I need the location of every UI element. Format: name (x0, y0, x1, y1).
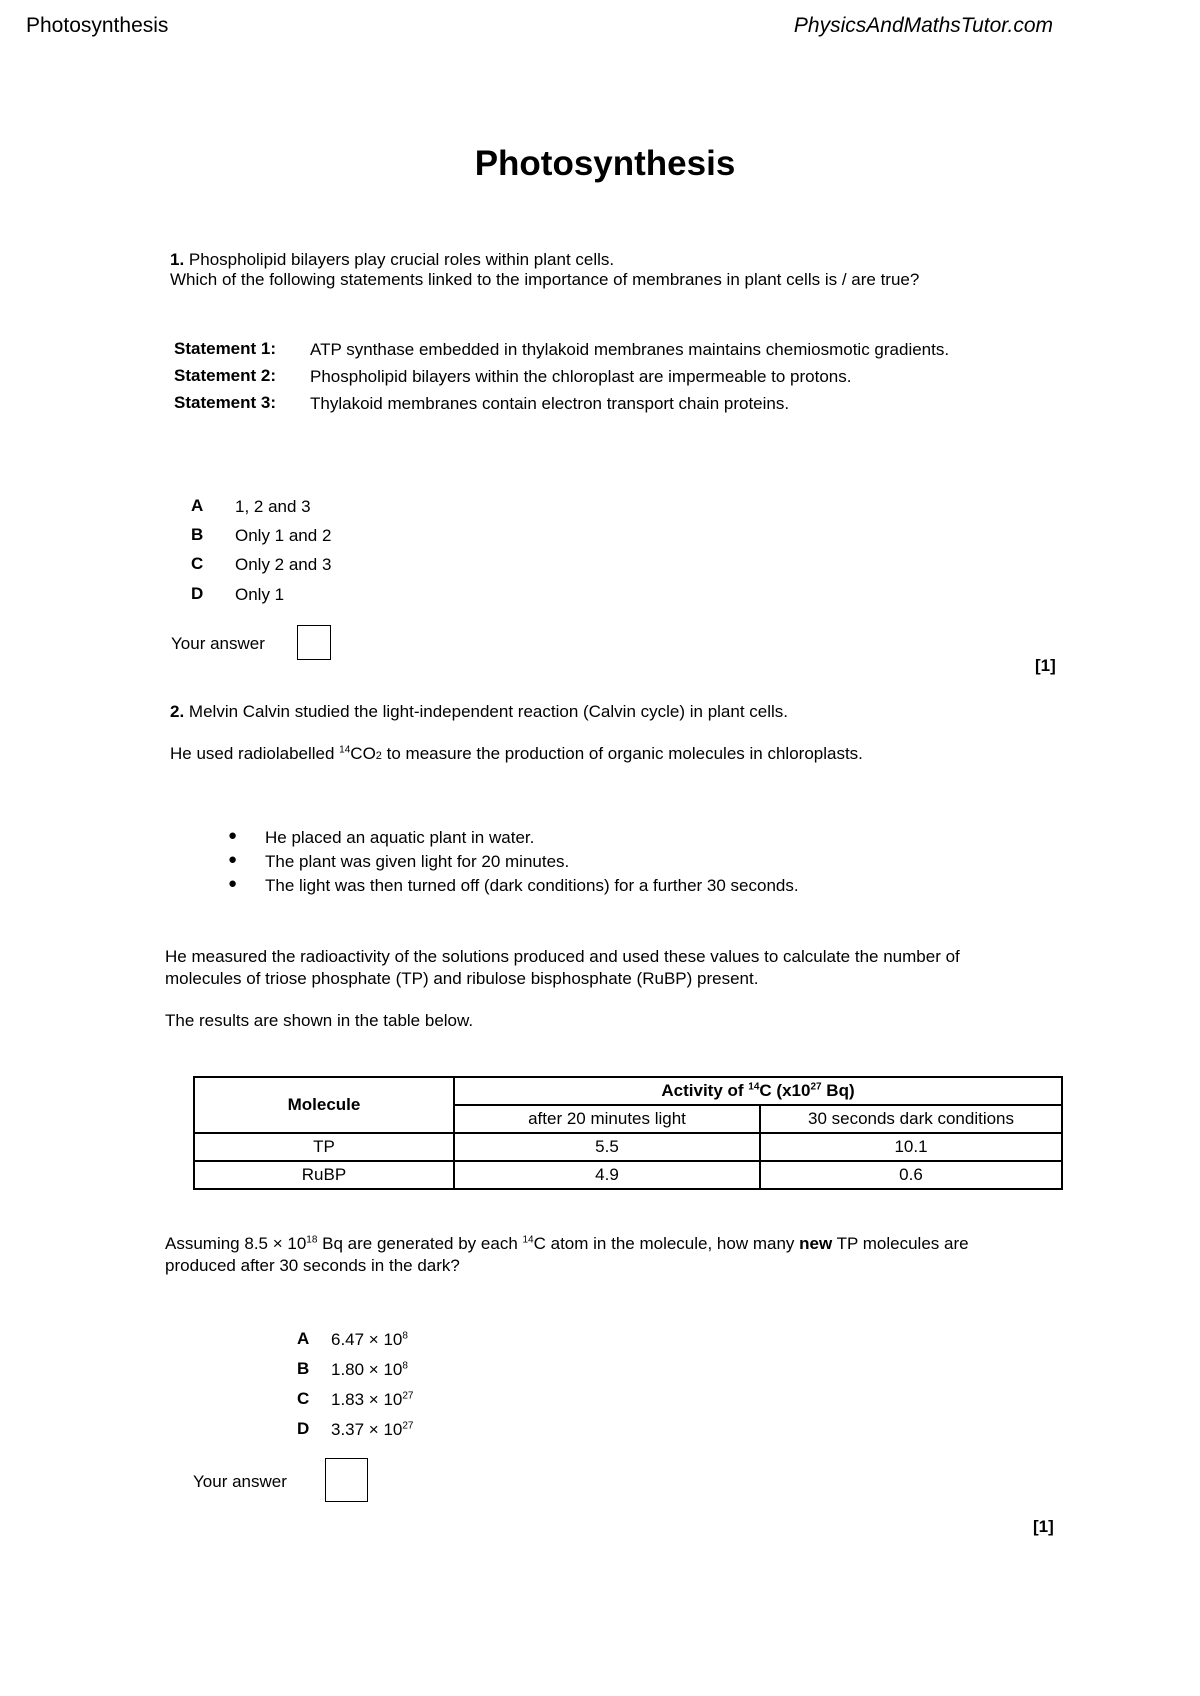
statement-3-label: Statement 3: (174, 393, 277, 412)
activity-isotope: 14 (748, 1081, 760, 1093)
assume-mid2: C atom in the molecule, how many (533, 1234, 800, 1253)
q1-option-b-letter: B (191, 525, 204, 544)
radio-subscript: 2 (375, 750, 382, 762)
cell-light: 4.9 (454, 1161, 760, 1189)
radio-co: CO (350, 744, 376, 763)
bullet-2-icon: ● (228, 851, 238, 868)
q2-assume-line1 (165, 1233, 969, 1254)
q2-option-b-text: $1.80 \times 10^8$ (331, 1360, 408, 1379)
statement-2-label: Statement 2: (174, 366, 277, 385)
q2-measure-line2: molecules of triose phosphate (TP) and ribulose bisphosphate (RuBP) present. (165, 969, 759, 988)
q1-text1: Phospholipid bilayers play crucial roles within plant cells. (188, 250, 615, 269)
table-row (194, 1161, 1062, 1189)
q2-option-c-letter: C (297, 1389, 310, 1408)
table-row (194, 1133, 1062, 1161)
q2-answer-label: Your answer (193, 1472, 287, 1491)
q2-assume-line2: produced after 30 seconds in the dark? (165, 1256, 460, 1275)
assume-exponent: 18 (306, 1234, 318, 1246)
q2-option-a-text: $6.47 \times 10^8$ (331, 1330, 408, 1349)
results-table (193, 1076, 1063, 1190)
bullet-1-text: He placed an aquatic plant in water. (265, 828, 535, 847)
cell-dark: 10.1 (760, 1133, 1062, 1161)
activity-exponent: 27 (810, 1081, 822, 1093)
q2-option-b-letter: B (297, 1359, 310, 1378)
bullet-1-icon: ● (228, 827, 238, 844)
bullet-3-icon: ● (228, 875, 238, 892)
bullet-3-text: The light was then turned off (dark conditions) for a further 30 seconds. (265, 876, 799, 895)
q2-results-line: The results are shown in the table below. (165, 1011, 474, 1030)
q2-intro-line (170, 701, 788, 722)
q1-option-c-text: Only 2 and 3 (235, 555, 332, 574)
bullet-2-text: The plant was given light for 20 minutes. (265, 852, 570, 871)
assume-mid: Bq are generated by each (317, 1234, 523, 1253)
activity-pre: Activity of (661, 1081, 749, 1100)
statement-1-text: ATP synthase embedded in thylakoid membranes maintains chemiosmotic gradients. (310, 340, 950, 359)
cell-molecule: RuBP (194, 1161, 454, 1189)
q2-option-d-text: $3.37 \times 10^{27}$ (331, 1420, 414, 1439)
q1-line1 (170, 249, 614, 270)
q1-option-b-text: Only 1 and 2 (235, 526, 332, 545)
q2-radiolabel-line (170, 743, 863, 764)
activity-mid: C (x10 (759, 1081, 811, 1100)
header-subject: Photosynthesis (26, 14, 169, 37)
q1-option-d-text: Only 1 (235, 585, 285, 604)
q1-answer-label: Your answer (171, 634, 265, 653)
q2-number: 2. (170, 702, 185, 721)
q2-intro: Melvin Calvin studied the light-independent reaction (Calvin cycle) in plant cells. (188, 702, 789, 721)
statement-2-text: Phospholipid bilayers within the chloroplast are impermeable to protons. (310, 367, 852, 386)
q1-option-c-letter: C (191, 554, 204, 573)
statement-3-text: Thylakoid membranes contain electron transport chain proteins. (310, 394, 790, 413)
header-site: PhysicsAndMathsTutor.com (793, 14, 1053, 37)
activity-post: Bq) (821, 1081, 855, 1100)
q2-option-c-text: $1.83 \times 10^{27}$ (331, 1390, 414, 1409)
q1-option-a-text: 1, 2 and 3 (235, 497, 311, 516)
q1-number: 1. (170, 250, 185, 269)
assume-post: TP molecules are (832, 1234, 969, 1253)
q1-marks: [1] (1035, 656, 1056, 675)
cell-dark: 0.6 (760, 1161, 1062, 1189)
assume-bold: new (799, 1234, 833, 1253)
radio-post: to measure the production of organic molecules in chloroplasts. (381, 744, 863, 763)
q1-option-d-letter: D (191, 584, 204, 603)
col-molecule-header: Molecule (194, 1077, 454, 1133)
radio-pre: He used radiolabelled (170, 744, 340, 763)
q1-option-a-letter: A (191, 496, 204, 515)
col-light-header: after 20 minutes light (454, 1105, 760, 1133)
radio-isotope: 14 (339, 744, 351, 756)
q1-line2: Which of the following statements linked to the importance of membranes in plant cells is / are true? (170, 270, 920, 289)
col-activity-header (454, 1077, 1062, 1105)
cell-light: 5.5 (454, 1133, 760, 1161)
q2-measure-line1: He measured the radioactivity of the solutions produced and used these values to calculate the number of (165, 947, 960, 966)
assume-isotope: 14 (522, 1234, 534, 1246)
statement-1-label: Statement 1: (174, 339, 277, 358)
page-title: Photosynthesis (474, 144, 736, 183)
assume-pre: Assuming 8.5 × 10 (165, 1234, 307, 1253)
cell-molecule: TP (194, 1133, 454, 1161)
q2-marks: [1] (1033, 1517, 1054, 1536)
q2-option-a-letter: A (297, 1329, 310, 1348)
q2-answer-box[interactable] (325, 1458, 368, 1502)
q2-option-d-letter: D (297, 1419, 310, 1438)
col-dark-header: 30 seconds dark conditions (760, 1105, 1062, 1133)
q1-answer-box[interactable] (297, 625, 331, 660)
